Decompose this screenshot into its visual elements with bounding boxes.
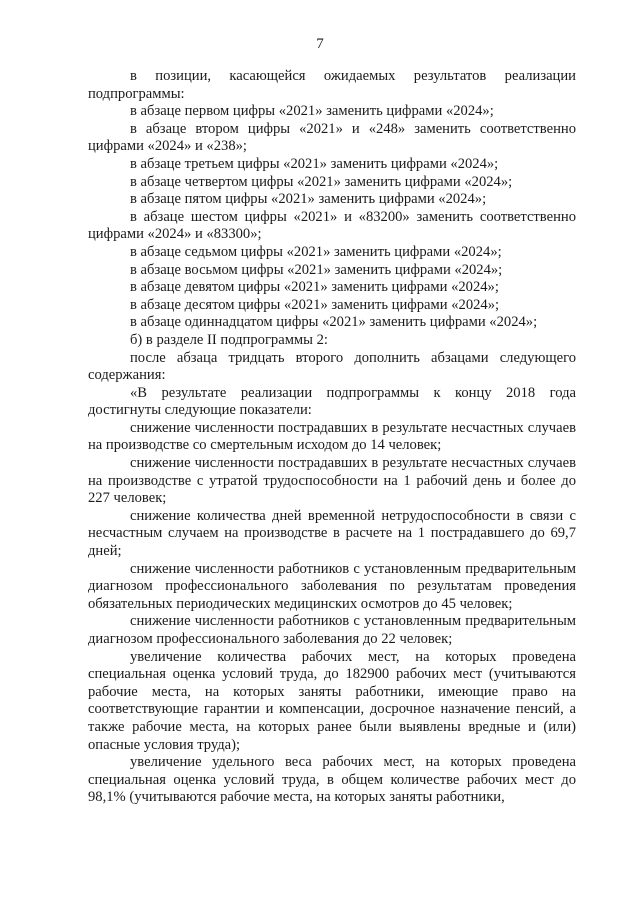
paragraph: в абзаце восьмом цифры «2021» заменить цифрами «2024»; bbox=[130, 261, 503, 278]
paragraph: в абзаце седьмом цифры «2021» заменить цифрами «2024»; bbox=[130, 243, 502, 260]
paragraph: в абзаце третьем цифры «2021» заменить цифрами «2024»; bbox=[130, 155, 499, 172]
paragraph: увеличение удельного веса рабочих мест, на которых проведена специальная оценка условий труда, в общем количестве рабочих мест до 98,1% (учитываются рабочие места, на которых заняты работники, bbox=[88, 754, 576, 806]
paragraph: после абзаца тридцать второго дополнить абзацами следующего содержания: bbox=[88, 349, 576, 384]
paragraph: в абзаце первом цифры «2021» заменить цифрами «2024»; bbox=[130, 103, 494, 120]
paragraph: снижение численности работников с установленным предварительным диагнозом профессионального заболевания по результатам проведения обязательных периодических медицинских осмотров до 45 человек; bbox=[88, 560, 576, 612]
paragraph: б) в разделе II подпрограммы 2: bbox=[130, 331, 328, 348]
paragraph: снижение численности пострадавших в результате несчастных случаев на производстве с утратой трудоспособности на 1 рабочий день и более до 227 человек; bbox=[88, 455, 576, 507]
paragraph: в абзаце шестом цифры «2021» и «83200» заменить соответственно цифрами «2024» и «83300»; bbox=[88, 208, 576, 243]
paragraph: снижение количества дней временной нетрудоспособности в связи с несчастным случаем на производстве в расчете на 1 пострадавшего до 69,7 дней; bbox=[88, 507, 576, 560]
paragraph: снижение численности пострадавших в результате несчастных случаев на производстве со смертельным исходом до 14 человек; bbox=[88, 419, 576, 454]
paragraph: в абзаце втором цифры «2021» и «248» заменить соответственно цифрами «2024» и «238»; bbox=[88, 120, 576, 155]
paragraph: в позиции, касающейся ожидаемых результатов реализации подпрограммы: bbox=[88, 68, 576, 102]
paragraph: в абзаце четвертом цифры «2021» заменить цифрами «2024»; bbox=[130, 173, 513, 190]
paragraph: в абзаце одиннадцатом цифры «2021» заменить цифрами «2024»; bbox=[130, 314, 538, 331]
paragraph: в абзаце девятом цифры «2021» заменить цифрами «2024»; bbox=[130, 279, 499, 296]
page-number: 7 bbox=[316, 36, 324, 52]
paragraph: в абзаце пятом цифры «2021» заменить цифрами «2024»; bbox=[130, 191, 487, 208]
paragraph: в абзаце десятом цифры «2021» заменить цифрами «2024»; bbox=[130, 296, 500, 313]
paragraph: увеличение количества рабочих мест, на которых проведена специальная оценка условий труда, до 182900 рабочих мест (учитываются рабочие места, на которых заняты работники, имеющие право на соответствующие гарантии и компенсации, досрочное назначение пенсий, а также рабочие места, на которых ранее были выявлены вредные и (или) опасные условия труда); bbox=[88, 648, 576, 753]
paragraph: снижение численности работников с установленным предварительным диагнозом профессионального заболевания до 22 человек; bbox=[88, 613, 576, 647]
paragraph: «В результате реализации подпрограммы к концу 2018 года достигнуты следующие показатели: bbox=[88, 384, 576, 419]
document-body bbox=[88, 68, 576, 807]
